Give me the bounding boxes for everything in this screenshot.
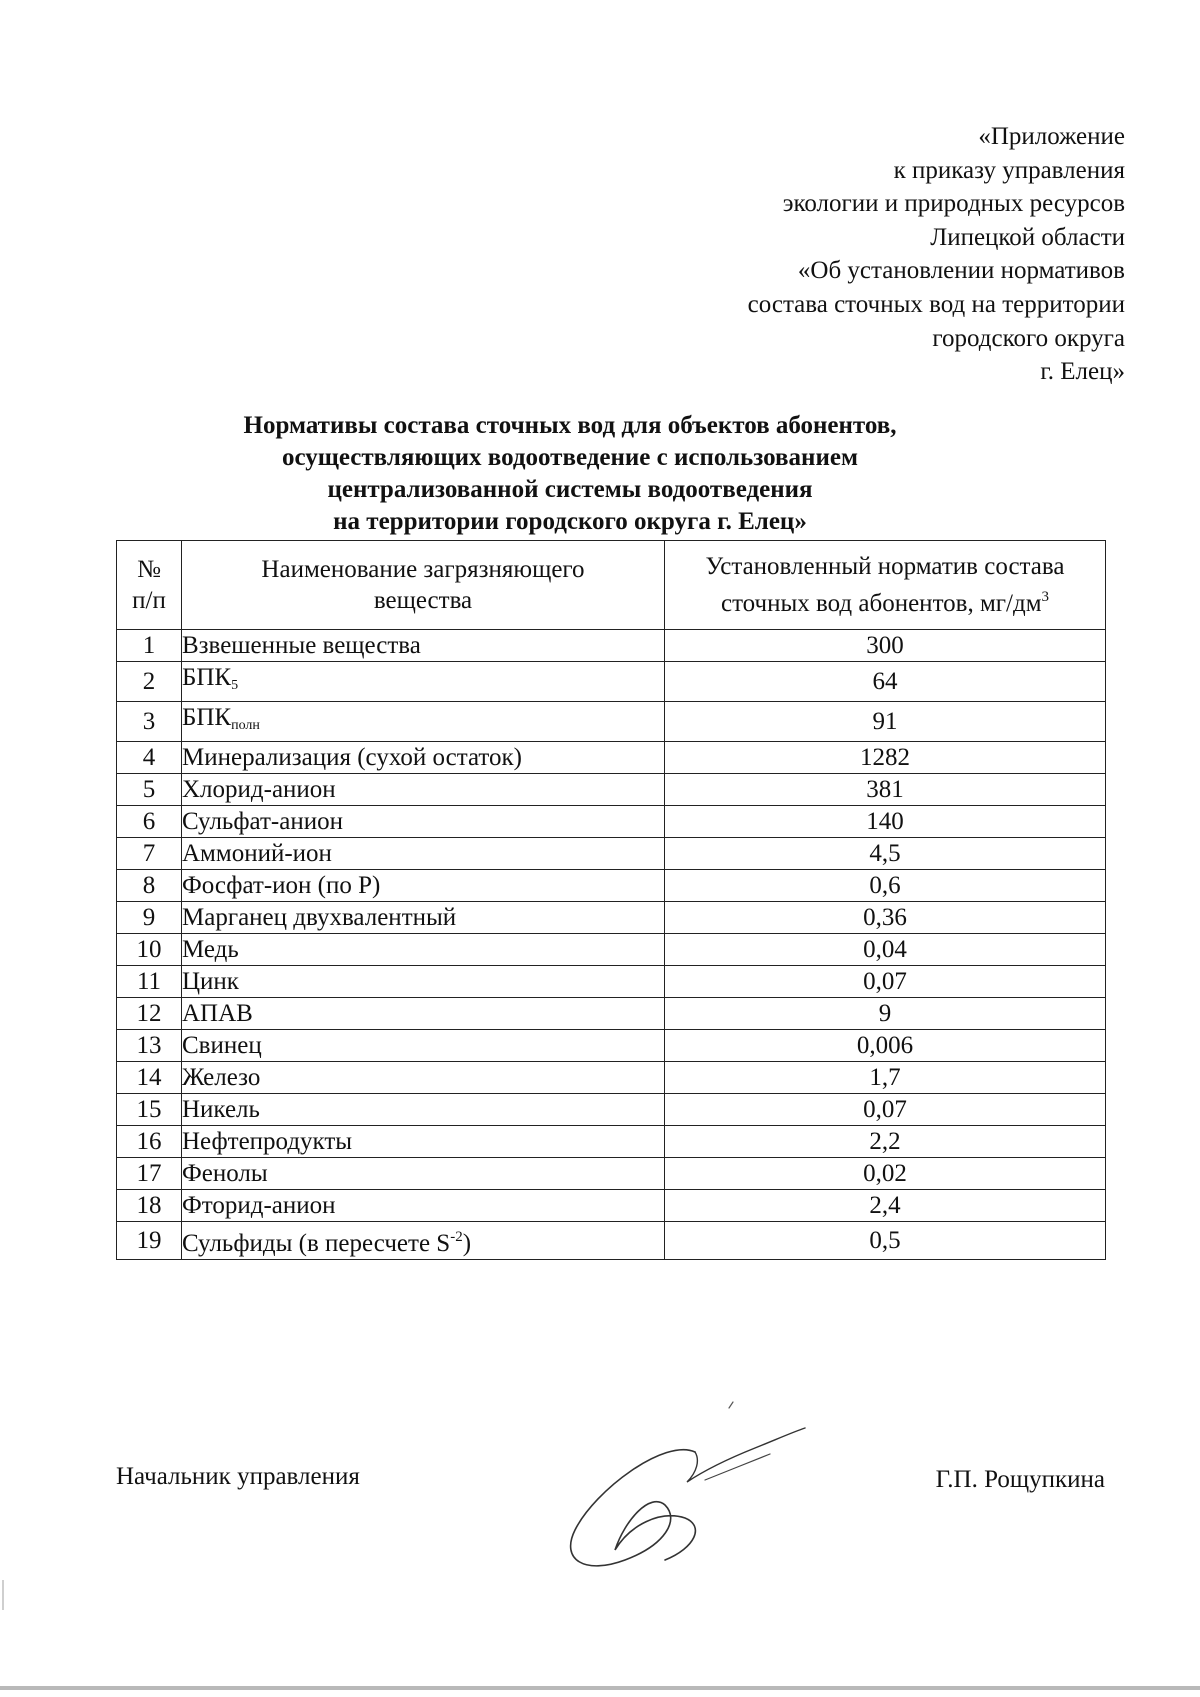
row-number: 7 bbox=[117, 838, 182, 870]
table-row bbox=[117, 630, 1106, 662]
table-row bbox=[117, 1190, 1106, 1222]
table-row bbox=[117, 966, 1106, 998]
header-num-line2: п/п bbox=[132, 587, 166, 614]
row-number: 14 bbox=[117, 1062, 182, 1094]
header-value-line2: сточных вод абонентов, мг/дм bbox=[720, 590, 1042, 617]
substance-name bbox=[182, 742, 665, 774]
table-row bbox=[117, 662, 1106, 702]
header-num bbox=[117, 541, 182, 630]
norm-value: 0,5 bbox=[665, 1222, 1106, 1260]
norm-value: 300 bbox=[665, 630, 1106, 662]
appendix-line: «Об установлении нормативов bbox=[797, 257, 1125, 285]
norm-value: 0,07 bbox=[665, 1094, 1106, 1126]
row-number: 13 bbox=[117, 1030, 182, 1062]
substance-name bbox=[182, 1158, 665, 1190]
row-number: 4 bbox=[117, 742, 182, 774]
substance-name bbox=[182, 838, 665, 870]
row-number: 2 bbox=[117, 662, 182, 702]
title-line: осуществляющих водоотведение с использованием bbox=[282, 444, 858, 471]
table-row bbox=[117, 742, 1106, 774]
row-number: 8 bbox=[117, 870, 182, 902]
table-row bbox=[117, 1094, 1106, 1126]
table-row bbox=[117, 1030, 1106, 1062]
appendix-line: «Приложение bbox=[978, 123, 1125, 150]
row-number: 16 bbox=[117, 1126, 182, 1158]
substance-name-text: Медь bbox=[182, 936, 239, 963]
norm-value: 0,02 bbox=[665, 1158, 1106, 1190]
substance-name-text: Фторид-анион bbox=[182, 1192, 336, 1219]
header-name-line1: Наименование загрязняющего bbox=[261, 556, 585, 583]
table-row bbox=[117, 838, 1106, 870]
appendix-line: г. Елец» bbox=[1040, 358, 1125, 386]
appendix-line: к приказу управления bbox=[893, 156, 1125, 184]
norm-value: 0,04 bbox=[665, 934, 1106, 966]
appendix-line: Липецкой области bbox=[930, 223, 1125, 251]
substance-name-text: Нефтепродукты bbox=[182, 1128, 353, 1155]
table-row bbox=[117, 1062, 1106, 1094]
substance-name bbox=[182, 702, 665, 742]
norm-value: 9 bbox=[665, 998, 1106, 1030]
header-value-line1: Установленный норматив состава bbox=[705, 553, 1065, 580]
substance-name-text: Аммоний-ион bbox=[182, 840, 332, 867]
scan-artifact bbox=[2, 1580, 4, 1610]
row-number: 18 bbox=[117, 1190, 182, 1222]
row-number: 9 bbox=[117, 902, 182, 934]
appendix-line: состава сточных вод на территории bbox=[747, 290, 1125, 318]
norm-value: 140 bbox=[665, 806, 1106, 838]
signatory-name: Г.П. Рощупкина bbox=[935, 1466, 1105, 1493]
title-line: централизованной системы водоотведения bbox=[327, 476, 813, 503]
norm-value: 2,2 bbox=[665, 1126, 1106, 1158]
substance-name bbox=[182, 1094, 665, 1126]
substance-name bbox=[182, 1062, 665, 1094]
row-number: 5 bbox=[117, 774, 182, 806]
substance-name-text: АПАВ bbox=[182, 1000, 253, 1027]
substance-name-text: БПК bbox=[182, 664, 232, 691]
table-row bbox=[117, 806, 1106, 838]
substance-name-subscript: полн bbox=[231, 718, 260, 733]
norm-value: 1282 bbox=[665, 742, 1106, 774]
row-number: 17 bbox=[117, 1158, 182, 1190]
substance-name bbox=[182, 1190, 665, 1222]
row-number: 10 bbox=[117, 934, 182, 966]
substance-name bbox=[182, 630, 665, 662]
norms-table bbox=[116, 540, 1106, 1260]
header-name-line2: вещества bbox=[373, 587, 473, 614]
substance-name-text: Сульфат-анион bbox=[182, 808, 343, 835]
appendix-line: городского округа bbox=[932, 324, 1125, 352]
appendix-line: экологии и природных ресурсов bbox=[782, 190, 1125, 218]
appendix-header bbox=[565, 120, 1125, 389]
substance-name-subscript: 5 bbox=[231, 678, 239, 693]
row-number: 15 bbox=[117, 1094, 182, 1126]
table-row bbox=[117, 934, 1106, 966]
row-number: 6 bbox=[117, 806, 182, 838]
row-number: 11 bbox=[117, 966, 182, 998]
substance-name bbox=[182, 870, 665, 902]
substance-name-text: Фенолы bbox=[182, 1160, 268, 1187]
row-number: 12 bbox=[117, 998, 182, 1030]
table-row bbox=[117, 870, 1106, 902]
substance-name-text: Железо bbox=[182, 1064, 261, 1091]
norm-value: 2,4 bbox=[665, 1190, 1106, 1222]
row-number: 3 bbox=[117, 702, 182, 742]
substance-name bbox=[182, 1126, 665, 1158]
table-row bbox=[117, 702, 1106, 742]
norm-value: 91 bbox=[665, 702, 1106, 742]
norm-value: 0,07 bbox=[665, 966, 1106, 998]
row-number: 19 bbox=[117, 1222, 182, 1260]
norm-value: 4,5 bbox=[665, 838, 1106, 870]
substance-name bbox=[182, 998, 665, 1030]
substance-name-text: Минерализация (сухой остаток) bbox=[182, 744, 522, 771]
norm-value: 0,6 bbox=[665, 870, 1106, 902]
substance-name-text: Свинец bbox=[182, 1032, 262, 1059]
substance-name-tail: ) bbox=[462, 1230, 472, 1257]
substance-name-text: Марганец двухвалентный bbox=[182, 904, 457, 931]
substance-name-text: Сульфиды (в пересчете S bbox=[182, 1230, 451, 1257]
header-value bbox=[665, 541, 1106, 630]
header-name bbox=[182, 541, 665, 630]
scan-edge-line bbox=[0, 1686, 1200, 1690]
substance-name-text: БПК bbox=[182, 704, 232, 731]
document-title bbox=[180, 410, 960, 538]
norm-value: 0,006 bbox=[665, 1030, 1106, 1062]
substance-name bbox=[182, 934, 665, 966]
substance-name-text: Никель bbox=[182, 1096, 260, 1123]
signatory-position: Начальник управления bbox=[116, 1463, 360, 1490]
substance-name bbox=[182, 902, 665, 934]
table-header-row bbox=[117, 541, 1106, 630]
substance-name bbox=[182, 806, 665, 838]
norm-value: 1,7 bbox=[665, 1062, 1106, 1094]
substance-name bbox=[182, 774, 665, 806]
table-body bbox=[117, 630, 1106, 1260]
header-value-sup: 3 bbox=[1041, 589, 1050, 605]
substance-name-superscript: -2 bbox=[450, 1229, 463, 1245]
table-row bbox=[117, 1222, 1106, 1260]
substance-name bbox=[182, 966, 665, 998]
table-row bbox=[117, 998, 1106, 1030]
norm-value: 0,36 bbox=[665, 902, 1106, 934]
header-num-line1: № bbox=[137, 556, 161, 583]
substance-name bbox=[182, 662, 665, 702]
row-number: 1 bbox=[117, 630, 182, 662]
table-row bbox=[117, 774, 1106, 806]
substance-name-text: Фосфат-ион (по Р) bbox=[182, 872, 381, 899]
handwritten-signature bbox=[555, 1400, 815, 1580]
norm-value: 381 bbox=[665, 774, 1106, 806]
substance-name bbox=[182, 1030, 665, 1062]
substance-name-text: Цинк bbox=[182, 968, 239, 995]
substance-name bbox=[182, 1222, 665, 1260]
substance-name-text: Хлорид-анион bbox=[182, 776, 336, 803]
title-line: Нормативы состава сточных вод для объектов абонентов, bbox=[243, 412, 897, 439]
norm-value: 64 bbox=[665, 662, 1106, 702]
table-row bbox=[117, 1126, 1106, 1158]
table-row bbox=[117, 1158, 1106, 1190]
title-line: на территории городского округа г. Елец» bbox=[333, 508, 807, 535]
table-row bbox=[117, 902, 1106, 934]
substance-name-text: Взвешенные вещества bbox=[182, 632, 421, 659]
